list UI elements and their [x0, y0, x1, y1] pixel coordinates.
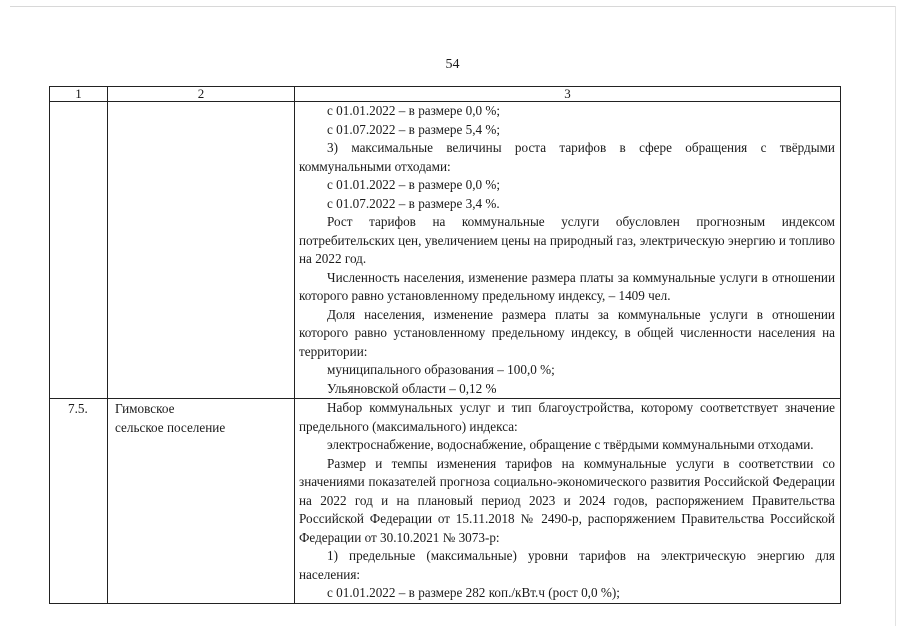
column-header-1: 1 [50, 87, 108, 102]
paragraph: с 01.01.2022 – в размере 0,0 %; [327, 177, 501, 192]
page-number: 54 [445, 57, 460, 72]
row-number: 7.5. [50, 399, 108, 604]
paragraph: с 01.01.2022 – в размере 282 коп./кВт.ч (рост 0,0 %); [327, 585, 620, 600]
paragraph: Рост тарифов на коммунальные услуги обусловлен прогнозным индексом потребительских цен, увеличением цены на природный газ, электрическую энергию и топливо на 2022 год. [299, 214, 835, 266]
paragraph: Размер и темпы изменения тарифов на коммунальные услуги в соответствии со значениями показателей прогноза социально-экономического развития Российской Федерации на 2022 год и на плановый период 2023 и 2024 годов, распоряжением Правительства Российской Федерации от 15.11.2018 № 2490-р, распоряжением Правительства Российской Федерации от 30.10.2021 № 3073-р: [299, 455, 835, 545]
table-row [50, 102, 841, 399]
data-table [49, 86, 841, 604]
table-header-row [50, 87, 841, 102]
row-settlement-name [108, 399, 295, 604]
paragraph: электроснабжение, водоснабжение, обращение с твёрдыми коммунальными отходами. [327, 437, 814, 452]
row-description [295, 399, 841, 604]
paragraph: 3) максимальные величины роста тарифов в сфере обращения с твёрдыми коммунальными отходами: [299, 140, 835, 174]
paragraph: муниципального образования – 100,0 %; [327, 362, 555, 377]
paragraph: Ульяновской области – 0,12 % [327, 380, 497, 396]
column-header-3: 3 [295, 87, 841, 102]
column-header-2: 2 [108, 87, 295, 102]
paragraph: с 01.01.2022 – в размере 0,0 %; [327, 103, 501, 118]
paragraph: Численность населения, изменение размера платы за коммунальные услуги в отношении которого равно установленному предельному индексу, – 1409 чел. [299, 269, 835, 303]
settlement-name-line: Гимовское [115, 401, 175, 416]
scan-edge-top [10, 6, 895, 7]
table-row [50, 399, 841, 604]
paragraph: с 01.07.2022 – в размере 5,4 %; [327, 121, 501, 137]
scan-edge-right [895, 6, 896, 626]
paragraph: с 01.07.2022 – в размере 3,4 %. [327, 195, 500, 211]
row-settlement-name [108, 102, 295, 399]
paragraph: Набор коммунальных услуг и тип благоустройства, которому соответствует значение предельного (максимального) индекса: [299, 400, 835, 434]
paragraph: 1) предельные (максимальные) уровни тарифов на электрическую энергию для населения: [299, 548, 835, 582]
settlement-name-line: сельское поселение [115, 419, 226, 435]
row-number [50, 102, 108, 399]
paragraph: Доля населения, изменение размера платы за коммунальные услуги в отношении которого равно установленному предельному индексу, в общей численности населения на территории: [299, 306, 835, 359]
row-description [295, 102, 841, 399]
